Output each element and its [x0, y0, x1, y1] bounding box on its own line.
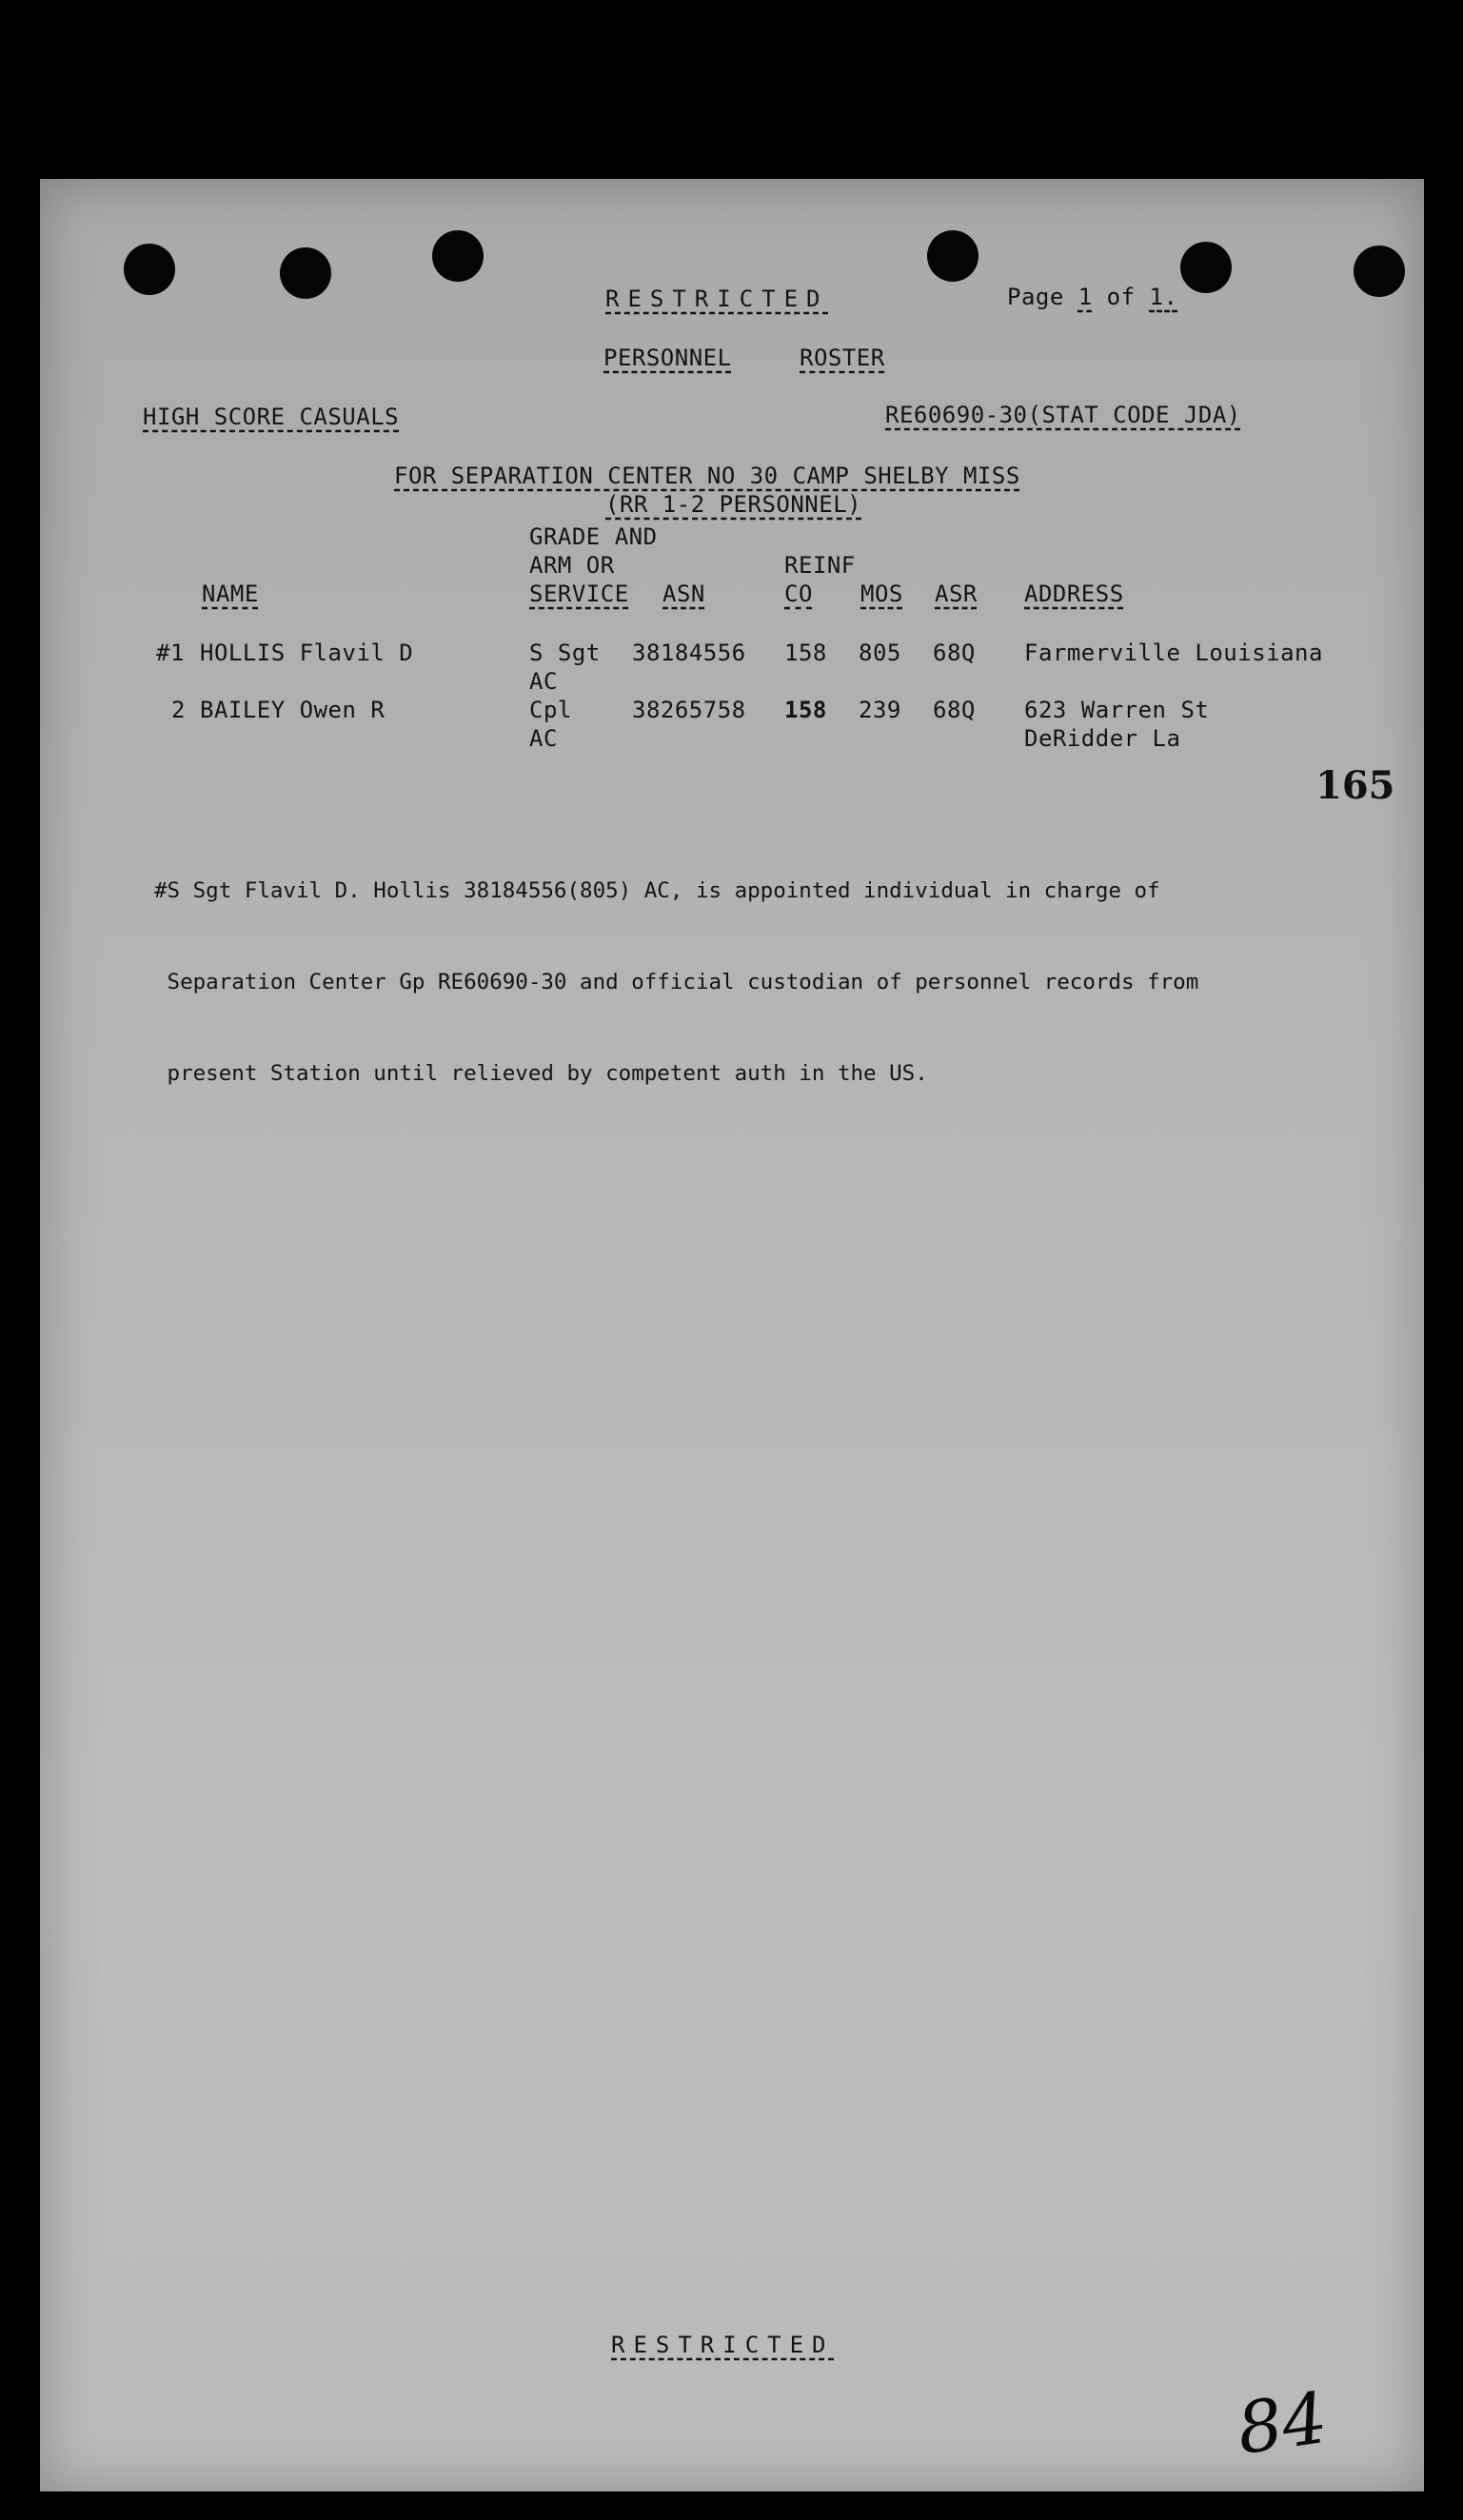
page-prefix: Page — [1007, 284, 1064, 310]
category-line: (RR 1-2 PERSONNEL) — [605, 491, 862, 518]
classification-header: RESTRICTED — [605, 285, 829, 312]
punch-hole — [124, 244, 175, 295]
punch-hole — [280, 247, 331, 299]
unit-code: RE60690-30(STAT CODE JDA) — [885, 402, 1241, 428]
page-total: 1. — [1149, 284, 1178, 310]
stamped-number: 165 — [1315, 763, 1395, 808]
row-grade: S Sgt — [529, 640, 601, 666]
row-address-line1: 623 Warren St — [1024, 697, 1210, 723]
row-asr: 68Q — [933, 640, 976, 666]
row-mos: 805 — [859, 640, 901, 666]
punch-hole — [1354, 246, 1405, 297]
remarks-line: present Station until relieved by competent auth in the US. — [154, 1061, 928, 1086]
column-asr: ASR — [935, 581, 978, 607]
row-arm: AC — [529, 668, 558, 695]
remarks-line: Separation Center Gp RE60690-30 and official custodian of personnel records from — [154, 970, 1199, 994]
page-of: of — [1106, 284, 1136, 310]
column-reinf: REINF — [784, 552, 856, 579]
punch-hole — [1180, 242, 1232, 293]
row-asr: 68Q — [933, 697, 976, 723]
column-address: ADDRESS — [1024, 581, 1124, 607]
row-number: 2 — [171, 697, 186, 723]
title-roster: ROSTER — [800, 345, 885, 371]
column-asn: ASN — [662, 581, 705, 607]
row-address-line2: DeRidder La — [1024, 725, 1181, 752]
column-grade-line2: ARM OR — [529, 552, 615, 579]
punch-hole — [927, 230, 979, 282]
column-co: CO — [784, 581, 813, 607]
remarks-line: #S Sgt Flavil D. Hollis 38184556(805) AC, is appointed individual in charge of — [154, 878, 1160, 903]
column-name: NAME — [202, 581, 259, 607]
row-asn: 38184556 — [632, 640, 746, 666]
punch-hole — [432, 230, 484, 282]
page-indicator — [1007, 284, 1177, 310]
column-mos: MOS — [860, 581, 903, 607]
row-co: 158 — [784, 697, 827, 723]
column-service: SERVICE — [529, 581, 629, 607]
row-address-line1: Farmerville Louisiana — [1024, 640, 1323, 666]
document-sheet — [40, 179, 1424, 2491]
row-asn: 38265758 — [632, 697, 746, 723]
destination-line: FOR SEPARATION CENTER NO 30 CAMP SHELBY MISS — [394, 463, 1020, 489]
title-personnel: PERSONNEL — [603, 345, 732, 371]
row-grade: Cpl — [529, 697, 572, 723]
row-number: #1 — [156, 640, 185, 666]
remarks-paragraph — [154, 815, 1198, 1150]
handwritten-number: 84 — [1232, 2376, 1333, 2471]
classification-footer: RESTRICTED — [611, 2332, 835, 2358]
page-current: 1 — [1077, 284, 1093, 310]
row-co: 158 — [784, 640, 827, 666]
row-arm: AC — [529, 725, 558, 752]
row-name: HOLLIS Flavil D — [200, 640, 414, 666]
column-grade-line1: GRADE AND — [529, 523, 658, 550]
row-name: BAILEY Owen R — [200, 697, 386, 723]
row-mos: 239 — [859, 697, 901, 723]
unit-name: HIGH SCORE CASUALS — [143, 404, 400, 430]
